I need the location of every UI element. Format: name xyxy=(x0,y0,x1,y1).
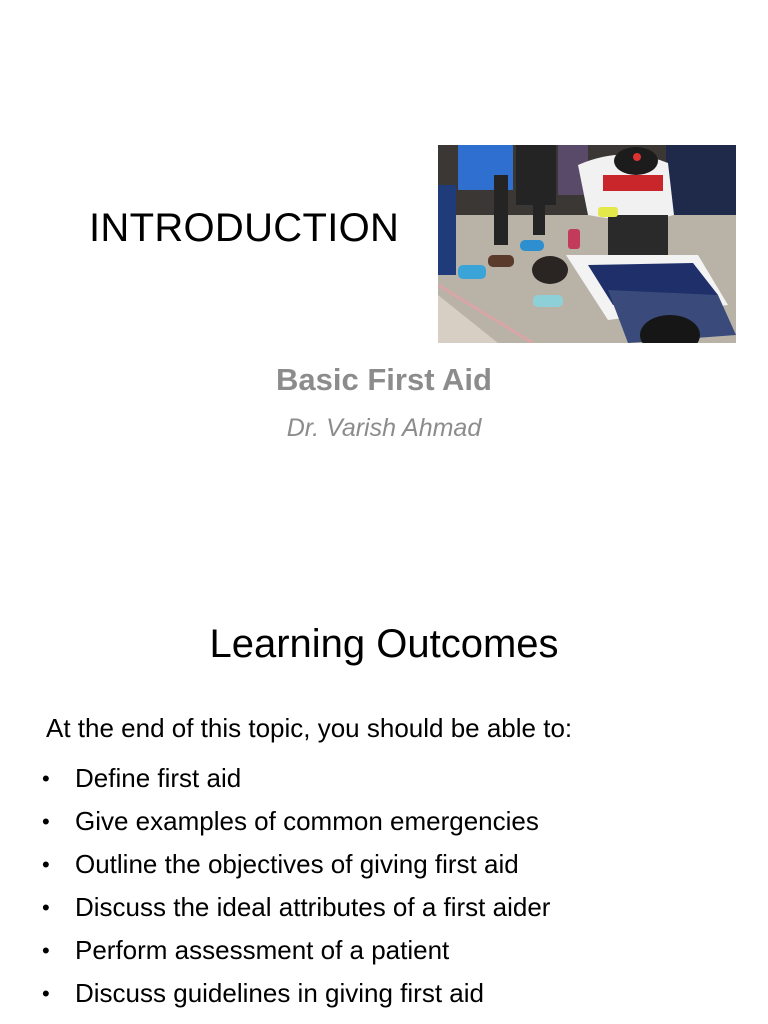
outcomes-list xyxy=(42,757,550,1015)
bullet-icon: • xyxy=(42,851,50,877)
bullet-icon: • xyxy=(42,765,50,791)
outcome-text: Outline the objectives of giving first aid xyxy=(75,849,519,879)
first-aid-photo xyxy=(438,145,736,343)
author-name: Dr. Varish Ahmad xyxy=(286,414,482,442)
list-item xyxy=(42,972,550,1015)
intro-text: At the end of this topic, you should be able to: xyxy=(46,713,573,743)
slide-title: INTRODUCTION xyxy=(89,206,400,250)
list-item xyxy=(42,886,550,929)
bullet-icon: • xyxy=(42,894,50,920)
outcome-text: Discuss the ideal attributes of a first aider xyxy=(75,892,551,922)
list-item xyxy=(42,757,550,800)
outcome-text: Perform assessment of a patient xyxy=(75,935,450,965)
outcome-text: Discuss guidelines in giving first aid xyxy=(75,978,484,1008)
bullet-icon: • xyxy=(42,808,50,834)
list-item xyxy=(42,800,550,843)
list-item xyxy=(42,843,550,886)
bullet-icon: • xyxy=(42,937,50,963)
bullet-icon: • xyxy=(42,980,50,1006)
slide-subtitle: Basic First Aid xyxy=(276,362,492,397)
outcome-text: Define first aid xyxy=(75,763,242,793)
slide-title: Learning Outcomes xyxy=(209,622,559,666)
outcome-text: Give examples of common emergencies xyxy=(75,806,539,836)
list-item xyxy=(42,929,550,972)
